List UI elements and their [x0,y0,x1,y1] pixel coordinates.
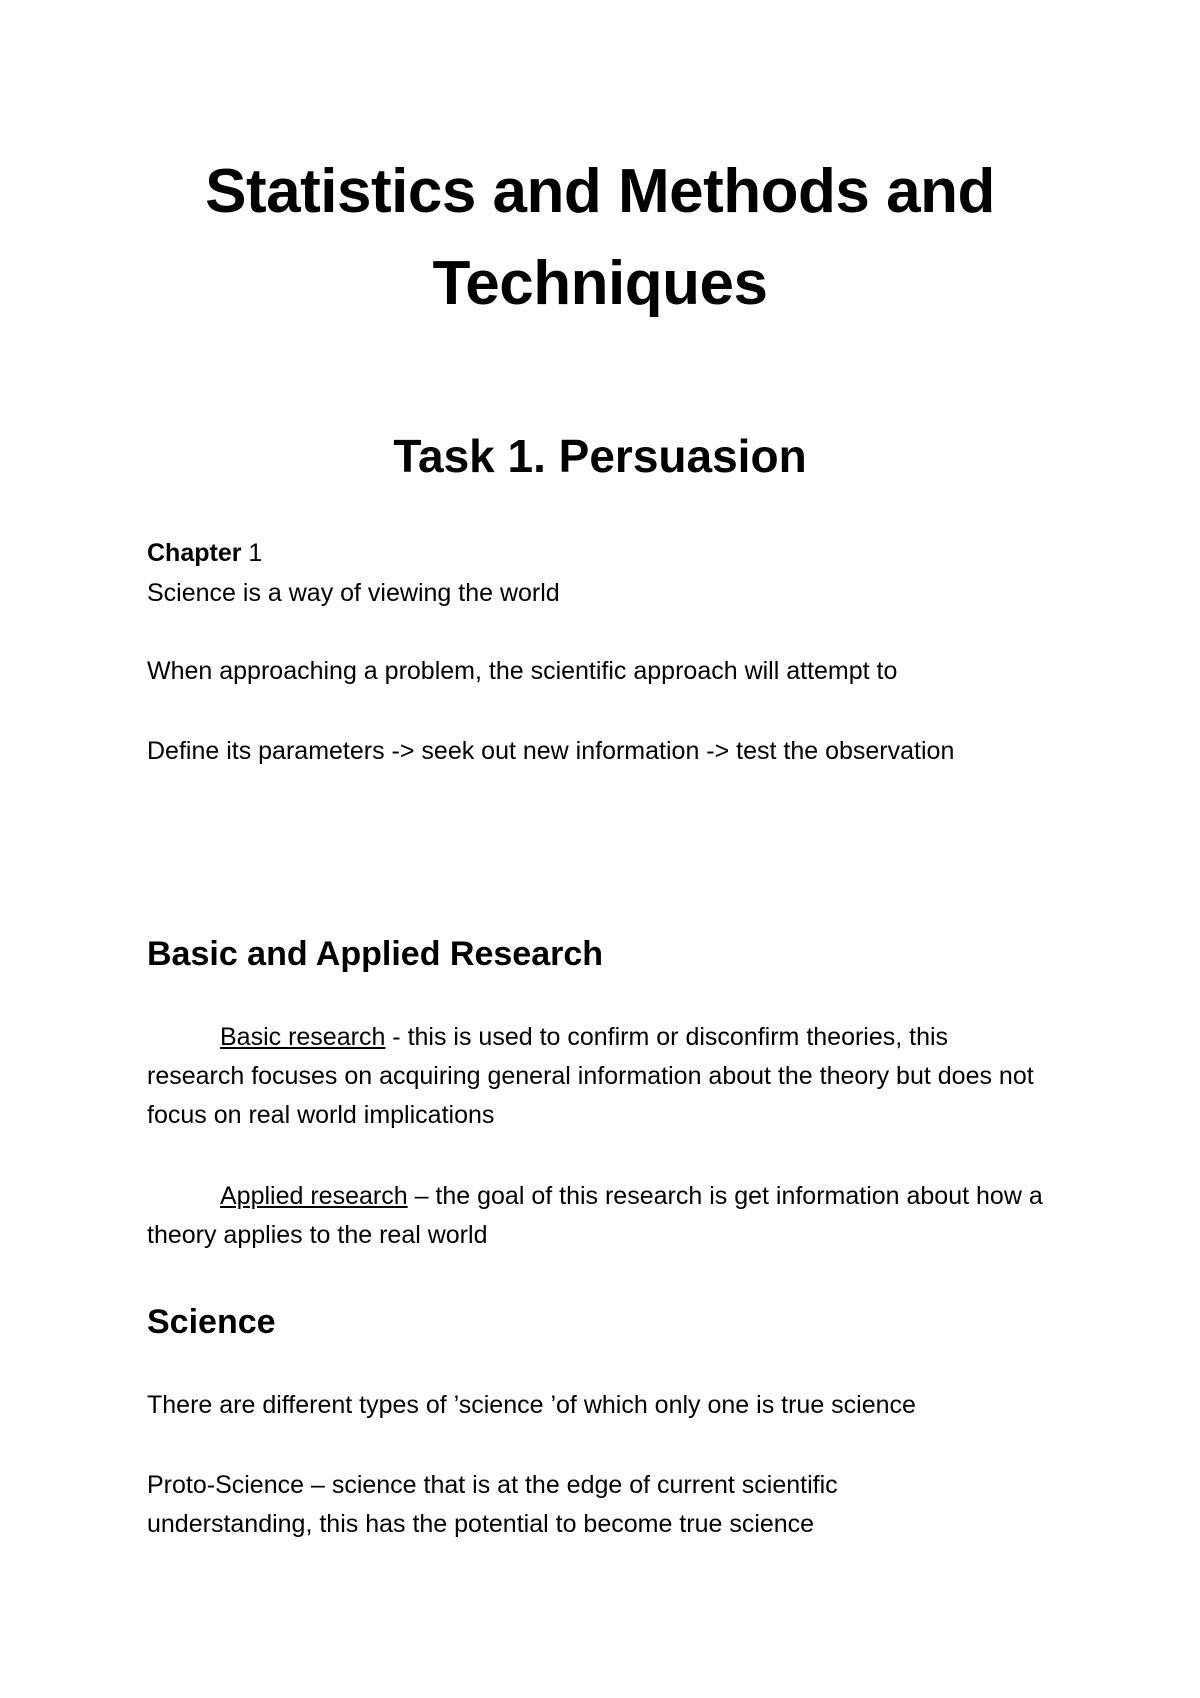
task-title: Task 1. Persuasion [393,430,807,482]
heading-science: Science [147,1303,276,1341]
chapter-number: 1 [248,539,263,567]
chapter-label: Chapter [147,539,242,567]
applied-research-text: – the goal of this research is get information about how a theory applies to the real world [147,1182,1043,1249]
basic-research-term: Basic research [220,1023,386,1051]
paragraph-approach: When approaching a problem, the scientific approach will attempt to [147,657,898,685]
paragraph-applied-research [147,1177,1047,1255]
paragraph-science-types: There are different types of ’science ’of which only one is true science [147,1391,916,1419]
document-title: Statistics and Methods and Techniques [205,157,995,318]
paragraph-define: Define its parameters -> seek out new information -> test the observation [147,737,955,765]
heading-basic-applied: Basic and Applied Research [147,935,604,973]
paragraph-science-view: Science is a way of viewing the world [147,579,560,607]
basic-research-text: - this is used to confirm or disconfirm theories, this research focuses on acquiring general information about the theory but does not focus on real world implications [147,1023,1034,1129]
paragraph-proto-science: Proto-Science – science that is at the edge of current scientific understanding, this has the potential to become true science [147,1471,838,1538]
applied-research-term: Applied research [220,1182,408,1210]
paragraph-basic-research [147,1018,1047,1135]
chapter-line [147,534,1087,573]
